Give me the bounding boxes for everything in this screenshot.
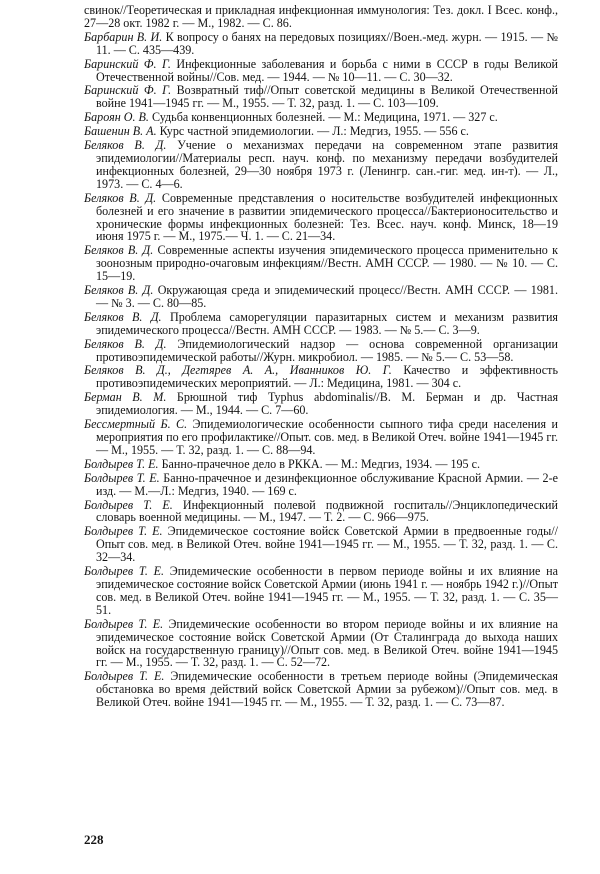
entry-text: К вопросу о банях на передовых позициях//Воен.-мед. журн. — 1915. — № 11. — С. 435—439.: [96, 29, 558, 57]
bibliography-entry: [84, 311, 558, 337]
entry-text: свинок//Теоретическая и прикладная инфекционная иммунология: Тез. докл. I Всес. конф., 27—28 окт. 1982 г. — М., 1982. — С. 86.: [84, 3, 558, 30]
bibliography-entry: [84, 4, 558, 30]
entry-author: Баринский Ф. Г.: [84, 83, 172, 98]
entry-author: Баринский Ф. Г.: [84, 56, 171, 71]
entry-author: Беляков В. Д.: [84, 309, 162, 324]
entry-author: Барбарин В. И.: [84, 29, 163, 44]
entry-text: Учение о механизмах передачи на современном этапе развития эпидемиологии//Материалы респ. науч. конф. по механизму передачи возбудителей инфекционных болезней, 29—30 ноября 1973 г. (Ленингр. сан.-гиг. мед. ин-т). — Л., 1973. — С. 4—6.: [96, 138, 559, 191]
entry-text: Современные аспекты изучения эпидемического процесса применительно к зоонозным природно-очаговым инфекциям//Вестн. АМН СССР. — 1980. — № 10. — С. 15—19.: [96, 243, 558, 284]
entry-author: Берман В. М.: [84, 390, 167, 405]
entry-author: Беляков В. Д.: [84, 336, 167, 351]
entry-author: Башенин В. А.: [84, 124, 157, 139]
entry-author: Болдырев Т. Е.: [84, 456, 159, 471]
bibliography-entry: [84, 139, 558, 191]
bibliography-entry: [84, 338, 558, 364]
bibliography-entry: [84, 525, 558, 564]
bibliography-entry: [84, 125, 558, 138]
bibliography-list: [84, 4, 558, 709]
entry-text: Банно-прачечное дело в РККА. — М.: Медгиз, 1934. — 195 с.: [158, 456, 481, 471]
entry-author: Бессмертный Б. С.: [84, 417, 188, 432]
bibliography-entry: [84, 565, 558, 617]
entry-text: Окружающая среда и эпидемический процесс//Вестн. АМН СССР. — 1981. — № 3. — С. 80—85.: [96, 283, 558, 310]
bibliography-entry: [84, 364, 558, 390]
entry-text: Современные представления о носительстве возбудителей инфекционных болезней и его значение в развитии эпидемического процесса//Бактерионосительство и хронические формы инфекционных болезней: Тез. Всес. науч. конф. Минск, 18—19 июня 1975 г. — М., 1975.— Ч. 1. — С. 21—34.: [96, 190, 558, 244]
entry-text: Качество и эффективность противоэпидемических мероприятий. — Л.: Медицина, 1981. — 304 с.: [96, 363, 558, 391]
bibliography-entry: [84, 84, 558, 110]
entry-text: Возвратный тиф//Опыт советской медицины в Великой Отечественной войне 1941—1945 гг. — М., 1955. — Т. 32, разд. 1. — С. 103—109.: [96, 83, 558, 111]
bibliography-entry: [84, 499, 558, 525]
entry-text: Эпидемические особенности во втором периоде войны и их влияние на эпидемическое состояние войск Советской Армии (От Сталинграда до выхода наших войск на государственную границу)//Опыт сов. мед. в Великой Отеч. войне 1941—1945 гг. — М., 1955. — Т. 32, разд. 1. — С. 52—72.: [96, 616, 558, 670]
entry-text: Судьба конвенционных болезней. — М.: Медицина, 1971. — 327 с.: [148, 110, 498, 125]
bibliography-entry: [84, 58, 558, 84]
entry-text: Банно-прачечное и дезинфекционное обслуживание Красной Армии. — 2-е изд. — М.—Л.: Медгиз, 1940. — 169 с.: [96, 470, 558, 498]
entry-text: Курс частной эпидемиологии. — Л.: Медгиз, 1955. — 556 с.: [156, 124, 469, 139]
entry-text: Эпидемические особенности в первом периоде войны и их влияние на эпидемическое состояние войск Советской Армии (июнь 1941 г. — ноябрь 1942 г.)//Опыт сов. мед. в Великой Отеч. войне 1941—1945 гг. — М., 1955. — Т. 32, разд. 1. — С. 35—51.: [96, 564, 558, 617]
entry-author: Болдырев Т. Е.: [84, 524, 163, 539]
entry-author: Болдырев Т. Е.: [84, 497, 173, 512]
entry-author: Болдырев Т. Е.: [84, 616, 164, 631]
bibliography-entry: [84, 458, 558, 471]
entry-author: Болдырев Т. Е.: [84, 470, 160, 485]
entry-author: Бароян О. В.: [84, 110, 149, 125]
entry-text: Эпидемиологические особенности сыпного тифа среди населения и мероприятия по его профилактике//Опыт. сов. мед. в Великой Отеч. войне 1941—1945 гг. — М., 1955. — Т. 32, разд. 1. — С. 88—94.: [96, 417, 558, 457]
entry-author: Беляков В. Д.: [84, 243, 154, 258]
entry-text: Эпидемическое состояние войск Советской Армии в предвоенные годы//Опыт сов. мед. в Великой Отеч. войне 1941—1945 гг. — М., 1955. — Т. 32, разд. 1. — С. 32—34.: [96, 524, 558, 565]
entry-author: Беляков В. Д.: [84, 283, 154, 298]
entry-text: Проблема саморегуляции паразитарных систем и механизм развития эпидемического процесса//Вестн. АМН СССР. — 1983. — № 5.— С. 3—9.: [96, 309, 558, 337]
entry-author: Беляков В. Д., Дегтярев А. А., Иванников Ю. Г.: [84, 363, 392, 378]
entry-author: Беляков В. Д.: [84, 138, 167, 153]
entry-text: Инфекционный полевой подвижной госпиталь//Энциклопедический словарь военной медицины. — М., 1947. — Т. 2. — С. 966—975.: [96, 497, 558, 525]
entry-text: Брюшной тиф Typhus abdominalis//В. М. Берман и др. Частная эпидемиология. — М., 1944. — С. 7—60.: [96, 390, 559, 418]
bibliography-entry: [84, 418, 558, 457]
bibliography-entry: [84, 31, 558, 57]
entry-author: Беляков В. Д.: [84, 190, 157, 205]
entry-text: Инфекционные заболевания и борьба с ними в СССР в годы Великой Отечественной войны//Сов. мед. — 1944. — № 10—11. — С. 30—32.: [96, 56, 558, 84]
bibliography-entry: [84, 670, 558, 709]
bibliography-entry: [84, 391, 558, 417]
bibliography-entry: [84, 284, 558, 310]
entry-author: Болдырев Т. Е.: [84, 564, 164, 579]
bibliography-entry: [84, 472, 558, 498]
entry-text: Эпидемические особенности в третьем периоде войны (Эпидемическая обстановка во время действий войск Советской Армии за рубежом)//Опыт сов. мед. в Великой Отеч. войне 1941—1945 гг. — М., 1955. — Т. 32, разд. 1. — С. 73—87.: [96, 669, 558, 710]
entry-author: Болдырев Т. Е.: [84, 669, 165, 684]
bibliography-entry: [84, 111, 558, 124]
bibliography-entry: [84, 192, 558, 244]
bibliography-entry: [84, 618, 558, 670]
bibliography-entry: [84, 244, 558, 283]
entry-text: Эпидемиологический надзор — основа современной организации противоэпидемической работы//Журн. микробиол. — 1985. — № 5.— С. 53—58.: [96, 336, 558, 364]
page-number: 228: [84, 832, 104, 847]
